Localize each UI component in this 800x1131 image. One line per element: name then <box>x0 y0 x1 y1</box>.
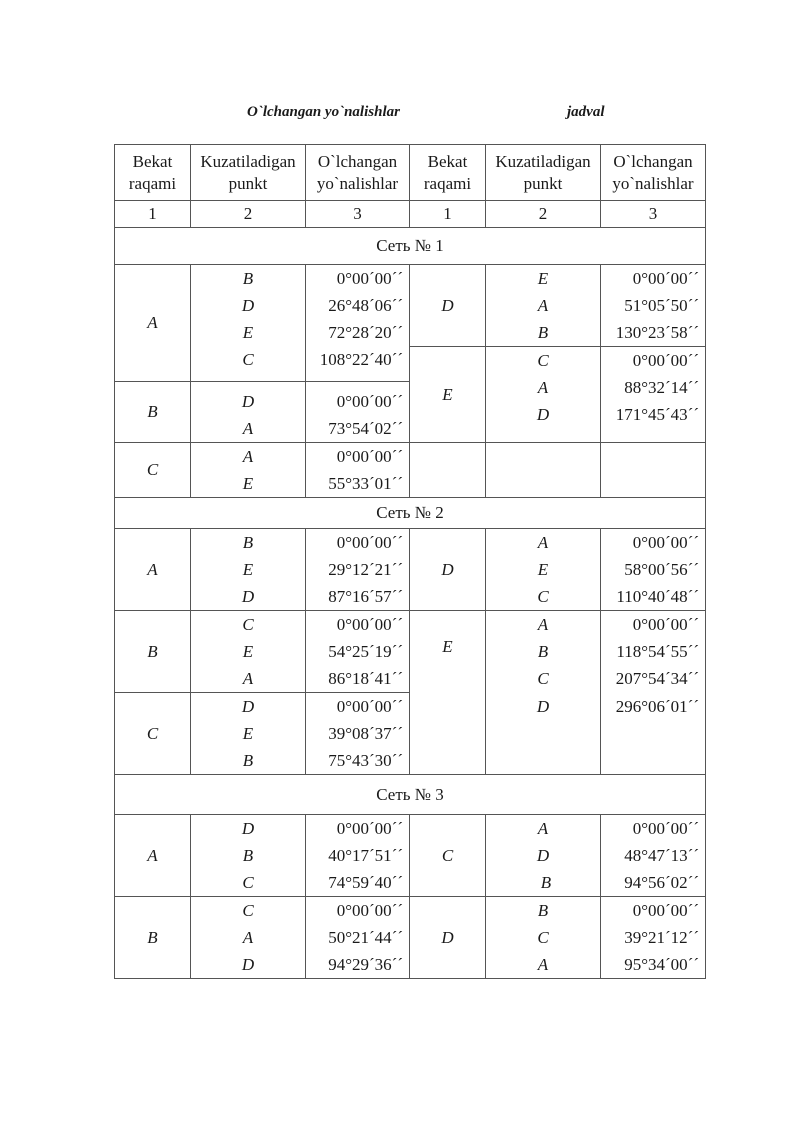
point-value: E <box>242 642 254 661</box>
point-value: A <box>537 378 549 397</box>
point-value: A <box>537 615 549 634</box>
header-station: Bekat raqami <box>410 145 486 201</box>
directions-cell <box>601 347 706 443</box>
points-cell <box>191 693 306 775</box>
station-cell: A <box>115 529 191 611</box>
direction-value: 72°28´20´´ <box>328 323 403 342</box>
point-value: D <box>241 392 255 411</box>
direction-value: 94°29´36´´ <box>328 955 403 974</box>
direction-value: 74°59´40´´ <box>328 873 403 892</box>
points-cell <box>486 815 601 897</box>
column-number-row <box>115 201 706 228</box>
directions-table <box>114 144 706 979</box>
header-direction: O`lchangan yo`nalishlar <box>306 145 410 201</box>
station-cell: B <box>115 611 191 693</box>
points-cell <box>191 265 306 382</box>
directions-cell <box>306 897 410 979</box>
station-cell: E <box>410 347 486 443</box>
header-station: Bekat raqami <box>115 145 191 201</box>
directions-cell <box>306 611 410 693</box>
direction-value: 55°33´01´´ <box>328 474 403 493</box>
table-row <box>115 265 706 347</box>
direction-value: 40°17´51´´ <box>328 846 403 865</box>
points-cell <box>486 265 601 347</box>
header-point: Kuzatiladigan punkt <box>486 145 601 201</box>
points-cell <box>486 897 601 979</box>
station-cell: C <box>115 693 191 775</box>
points-cell <box>191 382 306 443</box>
point-value: A <box>537 296 549 315</box>
direction-value: 130°23´58´´ <box>615 323 699 342</box>
direction-value: 73°54´02´´ <box>328 419 403 438</box>
direction-value: 0°00´00´´ <box>336 697 403 716</box>
directions-cell <box>306 693 410 775</box>
point-value: A <box>242 447 254 466</box>
points-cell <box>486 347 601 443</box>
points-cell <box>486 693 601 775</box>
table-label: jadval <box>567 104 605 120</box>
station-cell: D <box>410 265 486 347</box>
point-value: B <box>537 323 549 342</box>
section-row <box>115 498 706 529</box>
point-value: D <box>536 696 550 716</box>
point-value: B <box>537 642 549 661</box>
point-value: C <box>242 901 254 920</box>
direction-value: 58°00´56´´ <box>624 560 699 579</box>
empty-cell <box>486 443 601 498</box>
point-value: C <box>537 669 549 688</box>
column-number: 2 <box>486 201 601 228</box>
direction-value: 48°47´13´´ <box>624 846 699 865</box>
direction-value: 0°00´00´´ <box>336 392 403 411</box>
table-row <box>115 443 706 498</box>
point-value: D <box>536 405 550 424</box>
table-caption: O`lchangan yo`nalishlar <box>247 104 400 120</box>
directions-cell <box>601 265 706 347</box>
direction-value: 39°21´12´´ <box>624 928 699 947</box>
column-number: 2 <box>191 201 306 228</box>
point-value: C <box>242 350 254 369</box>
point-value: D <box>241 587 255 606</box>
direction-value: 39°08´37´´ <box>328 724 403 743</box>
point-value: B <box>242 751 254 770</box>
points-cell <box>191 443 306 498</box>
point-value: D <box>241 819 255 838</box>
column-number: 1 <box>115 201 191 228</box>
table-row <box>115 529 706 611</box>
directions-cell <box>306 529 410 611</box>
directions-cell <box>601 815 706 897</box>
section-title: Сеть № 1 <box>115 228 706 265</box>
points-cell <box>191 897 306 979</box>
station-cell: A <box>115 815 191 897</box>
point-value: C <box>537 351 549 370</box>
empty-cell <box>601 443 706 498</box>
direction-value: 51°05´50´´ <box>624 296 699 315</box>
section-row <box>115 228 706 265</box>
directions-cell <box>306 815 410 897</box>
point-value: E <box>242 724 254 743</box>
point-value: C <box>242 615 254 634</box>
table-row <box>115 611 706 693</box>
direction-value: 87°16´57´´ <box>328 587 403 606</box>
point-value: A <box>537 819 549 838</box>
direction-value: 54°25´19´´ <box>328 642 403 661</box>
point-value: E <box>537 269 549 288</box>
station-cell: D <box>410 897 486 979</box>
station-cell: A <box>115 265 191 382</box>
direction-value: 0°00´00´´ <box>632 901 699 920</box>
point-value: D <box>241 697 255 716</box>
column-number: 3 <box>601 201 706 228</box>
column-number: 1 <box>410 201 486 228</box>
table-row <box>115 815 706 897</box>
point-value: D <box>536 846 550 865</box>
point-value: B <box>242 846 254 865</box>
station-cell: C <box>115 443 191 498</box>
direction-value: 296°06´01´´ <box>615 696 699 716</box>
direction-value: 0°00´00´´ <box>632 533 699 552</box>
station-cell: C <box>410 815 486 897</box>
directions-cell <box>306 382 410 443</box>
direction-value: 50°21´44´´ <box>328 928 403 947</box>
direction-value: 0°00´00´´ <box>336 447 403 466</box>
direction-value: 0°00´00´´ <box>336 533 403 552</box>
directions-cell <box>601 693 706 775</box>
directions-cell <box>306 443 410 498</box>
point-value: B <box>242 269 254 288</box>
station-cell: E <box>410 611 486 775</box>
point-value: A <box>242 419 254 438</box>
directions-cell <box>306 265 410 382</box>
section-row <box>115 775 706 815</box>
direction-value: 0°00´00´´ <box>632 351 699 370</box>
point-value: E <box>242 560 254 579</box>
table-row <box>115 897 706 979</box>
point-value: C <box>242 873 254 892</box>
direction-value: 94°56´02´´ <box>624 873 699 892</box>
direction-value: 0°00´00´´ <box>632 269 699 288</box>
direction-value: 0°00´00´´ <box>632 819 699 838</box>
header-point: Kuzatiladigan punkt <box>191 145 306 201</box>
direction-value: 207°54´34´´ <box>615 669 699 688</box>
direction-value: 0°00´00´´ <box>336 819 403 838</box>
station-cell: B <box>115 897 191 979</box>
station-cell: D <box>410 529 486 611</box>
point-value: C <box>537 928 549 947</box>
point-value: A <box>537 955 549 974</box>
section-title: Сеть № 2 <box>115 498 706 529</box>
points-cell <box>486 529 601 611</box>
point-value: C <box>537 587 549 606</box>
direction-value: 108°22´40´´ <box>319 350 403 369</box>
direction-value: 171°45´43´´ <box>615 405 699 424</box>
points-cell <box>191 611 306 693</box>
header-direction: O`lchangan yo`nalishlar <box>601 145 706 201</box>
point-value: D <box>241 296 255 315</box>
points-cell <box>486 611 601 693</box>
points-cell <box>191 529 306 611</box>
direction-value: 0°00´00´´ <box>632 615 699 634</box>
point-value: A <box>537 533 549 552</box>
point-value: A <box>242 928 254 947</box>
point-value: B <box>537 901 549 920</box>
empty-cell <box>410 443 486 498</box>
direction-value: 0°00´00´´ <box>336 901 403 920</box>
direction-value: 118°54´55´´ <box>616 642 699 661</box>
directions-cell <box>601 897 706 979</box>
direction-value: 86°18´41´´ <box>328 669 403 688</box>
header-row <box>115 145 706 201</box>
direction-value: 0°00´00´´ <box>336 269 403 288</box>
point-value: E <box>537 560 549 579</box>
direction-value: 0°00´00´´ <box>336 615 403 634</box>
direction-value: 88°32´14´´ <box>624 378 699 397</box>
direction-value: 29°12´21´´ <box>328 560 403 579</box>
point-value: B <box>540 873 552 892</box>
point-value: E <box>242 474 254 493</box>
direction-value: 95°34´00´´ <box>624 955 699 974</box>
directions-cell <box>601 611 706 693</box>
point-value: D <box>241 955 255 974</box>
direction-value: 110°40´48´´ <box>616 587 699 606</box>
column-number: 3 <box>306 201 410 228</box>
point-value: B <box>242 533 254 552</box>
station-cell: B <box>115 382 191 443</box>
point-value: E <box>242 323 254 342</box>
direction-value: 26°48´06´´ <box>328 296 403 315</box>
point-value: A <box>242 669 254 688</box>
directions-cell <box>601 529 706 611</box>
direction-value: 75°43´30´´ <box>328 751 403 770</box>
points-cell <box>191 815 306 897</box>
section-title: Сеть № 3 <box>115 775 706 815</box>
